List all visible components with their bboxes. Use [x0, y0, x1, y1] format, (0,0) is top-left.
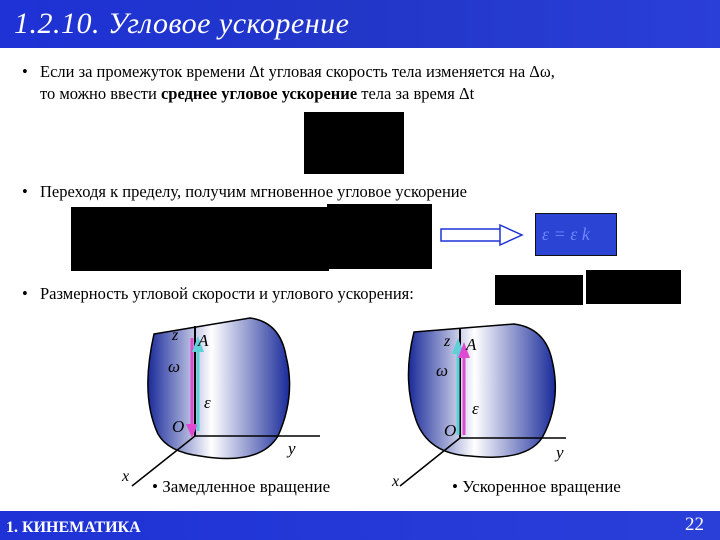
slide-title: 1.2.10. Угловое ускорение [14, 7, 350, 40]
figure-decelerated-rotation [110, 316, 330, 496]
label-omega: ω [168, 357, 181, 376]
bullet-average-acceleration [22, 61, 712, 105]
footer-section: 1. КИНЕМАТИКА [6, 519, 141, 536]
label-origin: O [172, 417, 185, 436]
rigid-body-shape [408, 324, 555, 457]
caption-right-text: Ускоренное вращение [462, 477, 621, 496]
label-z: z [172, 327, 179, 344]
label-epsilon: ε [472, 399, 479, 418]
formula-vector-box [535, 213, 617, 256]
formula-epsilon-unit-image [586, 270, 681, 304]
label-y: y [556, 443, 564, 462]
bullet-marker: • [22, 62, 28, 81]
bullet-dimensions [22, 283, 414, 305]
bullet-marker: • [22, 284, 28, 303]
label-x: x [392, 473, 400, 490]
formula-limit-image [71, 207, 329, 271]
caption-left-text: Замедленное вращение [162, 477, 331, 496]
label-origin: O [444, 421, 457, 440]
label-x: x [122, 468, 130, 485]
bullet-marker: • [152, 477, 163, 496]
bullet-1-line-2c: тела за время Δt [357, 84, 475, 103]
bullet-1-emphasis: среднее угловое ускорение [160, 84, 358, 103]
figure-accelerated-rotation [390, 320, 620, 500]
formula-vector-text: ε = ε k [542, 224, 590, 244]
bullet-3-text: Размерность угловой скорости и углового ускорения: [40, 284, 414, 303]
caption-left [152, 477, 330, 497]
bullet-1-line-1: Если за промежуток времени Δt угловая скорость тела изменяется на Δω, [40, 62, 555, 81]
label-omega: ω [436, 361, 449, 380]
caption-right [452, 477, 621, 497]
label-epsilon: ε [204, 393, 211, 412]
formula-average-image [304, 112, 404, 174]
implies-arrow-icon [440, 223, 524, 247]
label-y: y [288, 439, 296, 458]
bullet-instant-acceleration [22, 181, 467, 203]
label-a: A [198, 331, 209, 350]
bullet-marker: • [22, 182, 28, 201]
bullet-1-line-2a: то можно ввести [40, 84, 161, 103]
formula-derivative-image [327, 204, 432, 269]
label-z: z [444, 333, 451, 350]
bullet-2-text: Переходя к пределу, получим мгновенное угловое ускорение [40, 182, 467, 201]
bullet-marker: • [452, 477, 463, 496]
label-a: A [466, 335, 477, 354]
formula-omega-unit-image [495, 275, 583, 305]
page-number: 22 [685, 514, 704, 535]
rigid-body-shape [148, 318, 290, 459]
axis-x [400, 438, 460, 486]
